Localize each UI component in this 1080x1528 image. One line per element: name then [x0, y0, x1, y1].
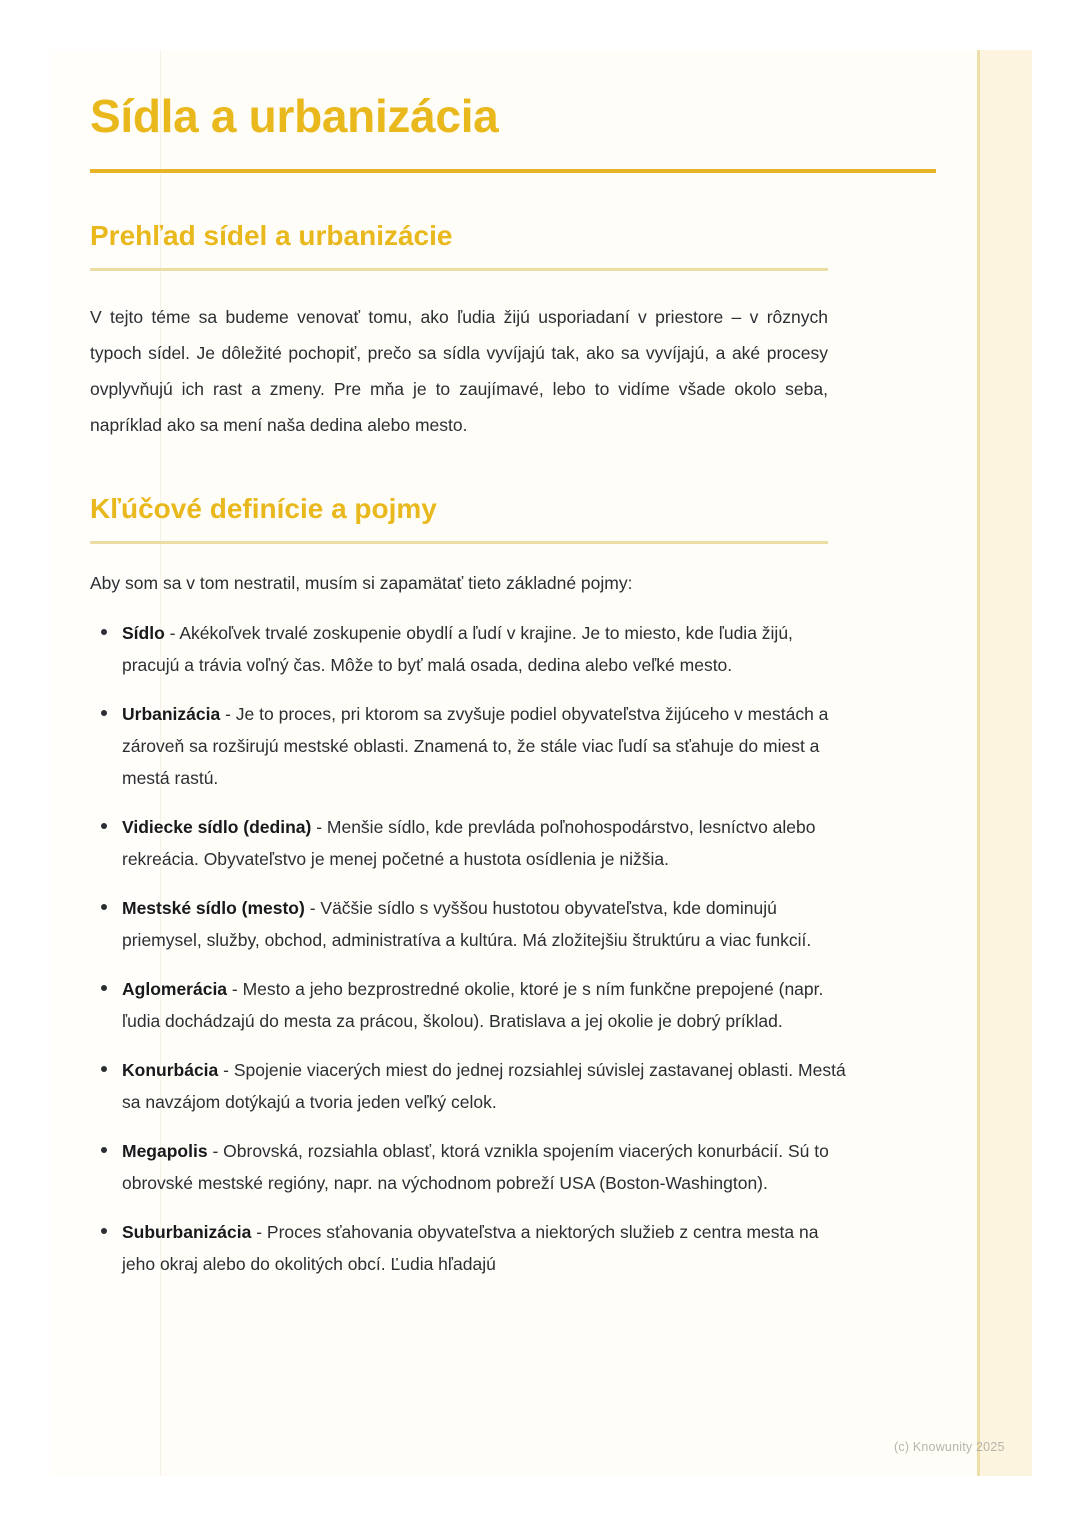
section-paragraph-prehlad: V tejto téme sa budeme venovať tomu, ako ľudia žijú usporiadaní v priestore – v rôznych typoch sídel. Je dôležité pochopiť, prečo sa sídla vyvíjajú tak, ako sa vyvíjajú, a aké procesy ovplyvňujú ich rast a zmeny. Pre mňa je to zaujímavé, lebo to vidíme všade okolo seba, napríklad ako sa mení naša dedina alebo mesto.: [90, 306, 828, 436]
list-item: [90, 1054, 850, 1118]
section-heading-definicie: Kľúčové definície a pojmy: [90, 492, 437, 524]
bullet-icon: [101, 1228, 107, 1234]
term-label: Aglomerácia: [122, 978, 228, 999]
term-separator: -: [251, 1221, 267, 1242]
bullet-icon: [101, 629, 107, 635]
term-label: Konurbácia: [122, 1059, 219, 1080]
bullet-icon: [101, 710, 107, 716]
term-label: Mestské sídlo (mesto): [122, 897, 305, 918]
term-separator: -: [311, 816, 327, 837]
section-divider: [90, 268, 828, 271]
page-title: Sídla a urbanizácia: [90, 90, 499, 142]
list-item: [90, 811, 850, 875]
bullet-icon: [101, 823, 107, 829]
term-definition: Mesto a jeho bezprostredné okolie, ktoré je s ním funkčne prepojené (napr. ľudia dochádzajú do mesta za prácou, školou). Bratislava a jej okolie je dobrý príklad.: [122, 978, 824, 1031]
term-definition: Spojenie viacerých miest do jednej rozsiahlej súvislej zastavanej oblasti. Mestá sa navzájom dotýkajú a tvoria jeden veľký celok.: [122, 1059, 846, 1112]
term-definition: Menšie sídlo, kde prevláda poľnohospodárstvo, lesníctvo alebo rekreácia. Obyvateľstvo je menej početné a hustota osídlenia je nižšia.: [122, 816, 816, 869]
term-definition-list: [90, 617, 850, 1297]
term-definition: Proces sťahovania obyvateľstva a niektorých služieb z centra mesta na jeho okraj alebo do okolitých obcí. Ľudia hľadajú: [122, 1221, 819, 1274]
term-separator: -: [220, 703, 236, 724]
term-separator: -: [304, 897, 321, 918]
term-separator: -: [227, 978, 243, 999]
term-definition: Akékoľvek trvalé zoskupenie obydlí a ľudí v krajine. Je to miesto, kde ľudia žijú, pracujú a trávia voľný čas. Môže to byť malá osada, dedina alebo veľké mesto.: [122, 622, 793, 675]
list-item: [90, 1135, 850, 1199]
term-label: Vidiecke sídlo (dedina): [122, 816, 312, 837]
bullet-icon: [101, 1147, 107, 1153]
term-definition: Obrovská, rozsiahla oblasť, ktorá vznikla spojením viacerých konurbácií. Sú to obrovské mestské regióny, napr. na východnom pobreží USA (Boston-Washington).: [122, 1140, 829, 1193]
term-label: Suburbanizácia: [122, 1221, 252, 1242]
list-item: [90, 1216, 850, 1280]
term-separator: -: [164, 622, 180, 643]
bullet-icon: [101, 904, 107, 910]
copyright-watermark: (c) Knowunity 2025: [894, 1440, 1005, 1454]
title-divider: [90, 169, 936, 173]
section-definicie: [90, 492, 936, 1297]
term-label: Sídlo: [122, 622, 165, 643]
list-item: [90, 892, 850, 956]
document-content: [90, 0, 936, 1297]
list-item: [90, 698, 850, 794]
term-label: Megapolis: [122, 1140, 208, 1161]
section-paragraph-definicie: Aby som sa v tom nestratil, musím si zapamätať tieto základné pojmy:: [90, 572, 633, 593]
list-item: [90, 973, 850, 1037]
right-decorative-band: [980, 50, 1032, 1476]
term-separator: -: [207, 1140, 224, 1161]
term-label: Urbanizácia: [122, 703, 221, 724]
term-definition: Väčšie sídlo s vyššou hustotou obyvateľstva, kde dominujú priemysel, služby, obchod, administratíva a kultúra. Má zložitejšiu štruktúru a viac funkcií.: [122, 897, 812, 950]
list-item: [90, 617, 850, 681]
section-prehlad: [90, 219, 936, 444]
term-separator: -: [218, 1059, 234, 1080]
bullet-icon: [101, 985, 107, 991]
bullet-icon: [101, 1066, 107, 1072]
right-band-divider: [977, 50, 980, 1476]
section-divider: [90, 541, 828, 544]
term-definition: Je to proces, pri ktorom sa zvyšuje podiel obyvateľstva žijúceho v mestách a zároveň sa rozširujú mestské oblasti. Znamená to, že stále viac ľudí sa sťahuje do miest a mestá rastú.: [122, 703, 829, 788]
section-heading-prehlad: Prehľad sídel a urbanizácie: [90, 219, 453, 251]
